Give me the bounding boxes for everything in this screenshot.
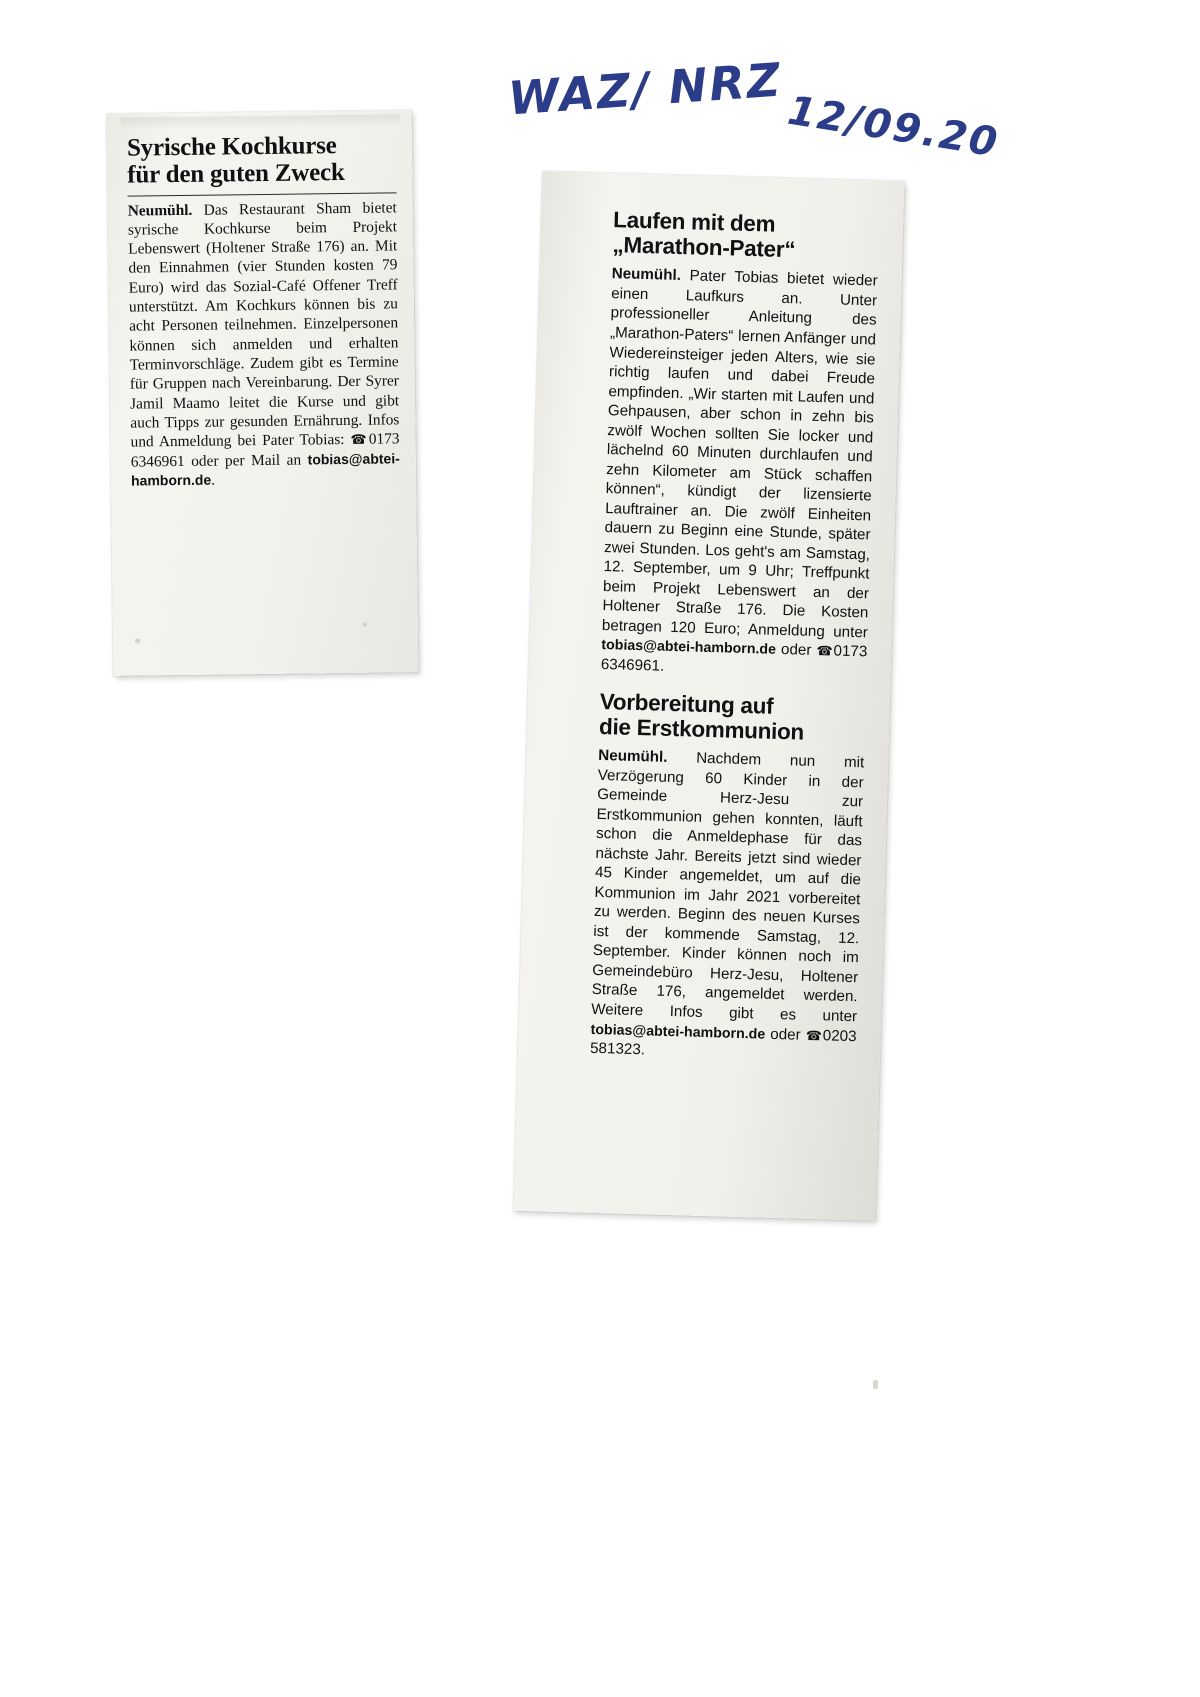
contact-email: tobias@abtei-hamborn.de [601, 637, 777, 659]
body-text-tail: oder [765, 1025, 806, 1044]
body-text: Das Restaurant Sham bietet syrische Kochkurse beim Projekt Lebenswert (Holtener Straße 176) an. Mit den Einnahmen (vier Stunden kosten 79 Euro) wird das Sozial-Café Offener Treff unterstützt. Am Kochkurs können bis zu acht Personen teilnehmen. Einzelpersonen können sich anmelden und erhalten Terminvorschläge. Zudem gibt es Termine für Gruppen nach Vereinbarung. Der Syrer Jamil Maamo leitet die Kurse und gibt auch Tipps zur gesunden Ernährung. Infos und Anmeldung bei Pater Tobias: [127, 198, 400, 452]
dateline: Neumühl. [611, 265, 682, 285]
body-text-tail: oder [775, 641, 817, 660]
headline-line-1: Vorbereitung auf [599, 688, 774, 719]
headline-line-2: für den guten Zweck [127, 158, 345, 189]
body-text: Pater Tobias bietet wieder einen Laufkurs an. Unter professioneller Anleitung des „Marathon-Paters“ lernen Anfänger und Wiedereinsteiger jeden Alters, wie sie richtig laufen und dabei Freude empfinden. „Wir starten mit Laufen und Gehpausen, aber schon in zehn bis zwölf Wochen sollten Sie locker und lächelnd 60 Minuten durchlaufen und zehn Kilometer am Stück schaffen können“, kündigt der lizensierte Lauftrainer an. Die zwölf Einheiten dauern zu Beginn eine Stunde, später zwei Stunden. Los geht's am Samstag, 12. September, um 9 Uhr; Treffpunkt beim Projekt Lebenswert an der Holtener Straße 176. Die Kosten betragen 120 Euro; Anmeldung unter [601, 267, 878, 642]
scan-speck [363, 623, 367, 627]
phone-icon: ☎ [816, 644, 834, 660]
contact-email: tobias@abtei-hamborn.de [130, 450, 400, 489]
headline-line-2: die Erstkommunion [598, 713, 805, 745]
body-text: Nachdem nun mit Verzögerung 60 Kinder in der Gemeinde Herz-Jesu zur Erstkommunion gehen konnten, läuft schon die Anmeldephase für das nächste Jahr. Bereits jetzt sind wieder 45 Kinder angemeldet, um auf die Kommunion im Jahr 2021 vorbereitet zu werden. Beginn des neuen Kurses ist der kommende Samstag, 12. September. Kinder können noch im Gemeindebüro Herz-Jesu, Holtener Straße 176, angemeldet werden. Weitere Infos gibt es unter [590, 748, 865, 1026]
body-text-end: . [659, 657, 665, 675]
clipping-syrische-kochkurse [107, 110, 419, 676]
clipping-neumuehl-notices [514, 171, 905, 1221]
headline-syrische-kochkurse [127, 132, 397, 189]
article-body-marathon-pater [601, 264, 878, 682]
headline-line-2: „Marathon-Pater“ [612, 232, 796, 263]
headline-line-1: Syrische Kochkurse [126, 132, 337, 162]
body-text-end: . [640, 1041, 646, 1059]
body-text-end: . [211, 471, 216, 489]
scan-speck [135, 639, 140, 644]
dateline: Neumühl. [127, 201, 193, 220]
handwritten-publication-note: WAZ/ NRZ [506, 52, 784, 126]
headline-vorbereitung-auf-die-erstkommunion [599, 689, 866, 747]
body-text-tail: oder per Mail an [184, 451, 308, 470]
headline-divider [128, 192, 397, 196]
scan-speck [873, 1380, 878, 1389]
contact-email: tobias@abtei-hamborn.de [590, 1021, 766, 1043]
phone-number: 0173 6346961 [130, 430, 400, 471]
headline-laufen-mit-dem-marathon-pater [612, 207, 879, 265]
headline-line-1: Laufen mit dem [612, 207, 776, 237]
phone-number: 0173 6346961 [600, 642, 868, 675]
handwritten-date-note: 12/09.20 [784, 87, 1003, 167]
phone-icon: ☎ [350, 433, 369, 449]
article-body-syrische-kochkurse [128, 198, 401, 491]
phone-icon: ☎ [805, 1028, 823, 1044]
dateline: Neumühl. [598, 747, 668, 766]
article-body-erstkommunion [590, 746, 865, 1066]
phone-number: 0203 581323 [589, 1026, 857, 1059]
